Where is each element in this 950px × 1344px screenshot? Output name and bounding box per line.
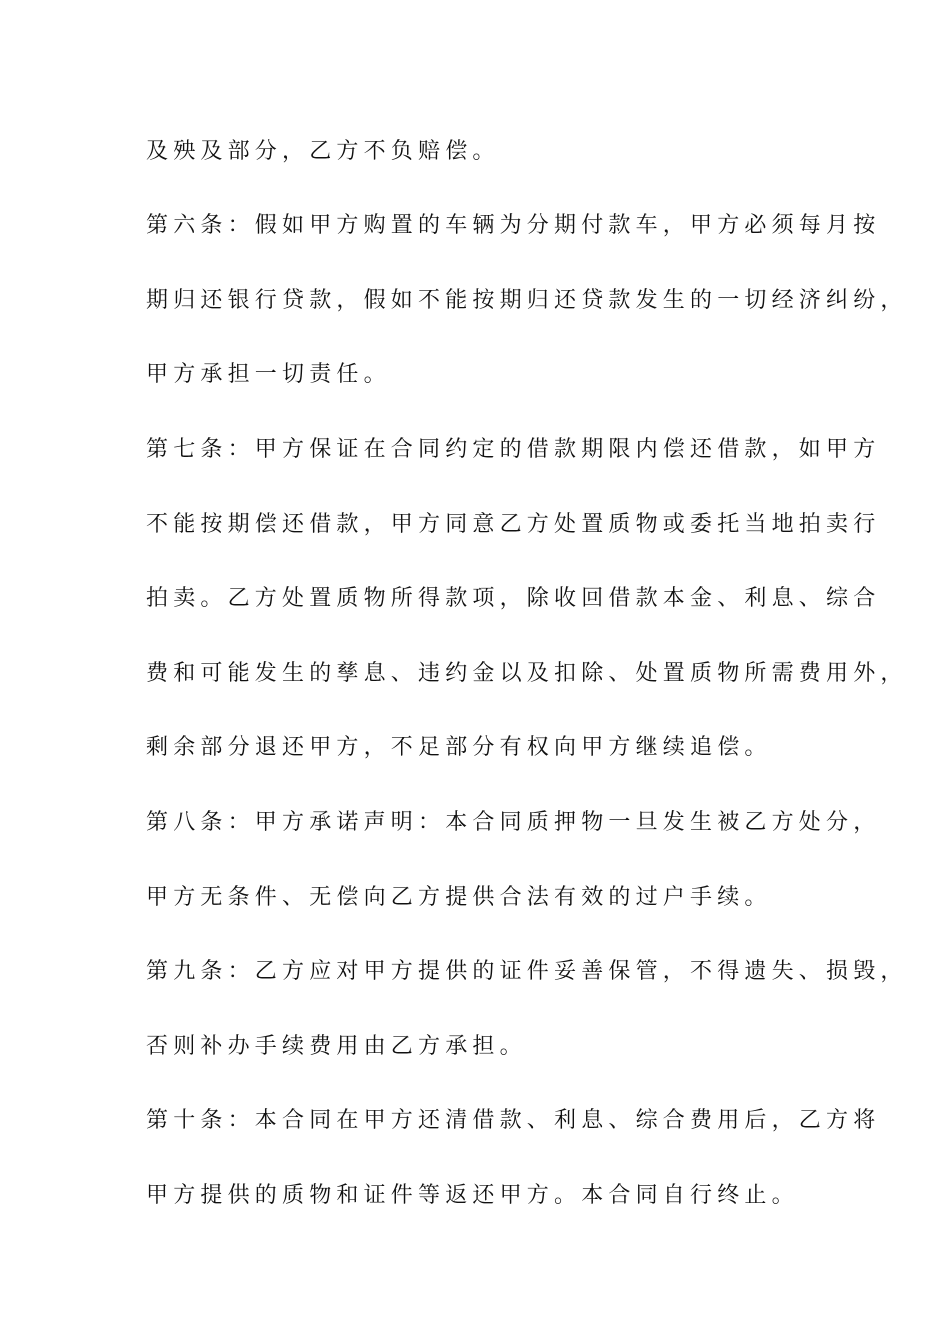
text-line: 第八条：甲方承诺声明：本合同质押物一旦发生被乙方处分， [146, 810, 881, 835]
text-line: 第九条：乙方应对甲方提供的证件妥善保管，不得遗失、损毁， [146, 959, 908, 984]
text-line: 费和可能发生的孳息、违约金以及扣除、处置质物所需费用外， [146, 661, 908, 686]
text-line: 期归还银行贷款，假如不能按期归还贷款发生的一切经济纠纷， [146, 288, 908, 313]
text-line: 不能按期偿还借款，甲方同意乙方处置质物或委托当地拍卖行 [146, 512, 881, 537]
text-line: 第十条：本合同在甲方还清借款、利息、综合费用后，乙方将 [146, 1108, 881, 1133]
text-line: 拍卖。乙方处置质物所得款项，除收回借款本金、利息、综合 [146, 586, 881, 611]
text-line: 及殃及部分，乙方不负赔偿。 [146, 139, 500, 164]
text-line: 第六条：假如甲方购置的车辆为分期付款车，甲方必须每月按 [146, 213, 881, 238]
text-line: 否则补办手续费用由乙方承担。 [146, 1034, 527, 1059]
text-line: 剩余部分退还甲方，不足部分有权向甲方继续追偿。 [146, 735, 772, 760]
text-line: 甲方无条件、无偿向乙方提供合法有效的过户手续。 [146, 885, 772, 910]
text-line: 甲方承担一切责任。 [146, 362, 391, 387]
text-line: 第七条：甲方保证在合同约定的借款期限内偿还借款，如甲方 [146, 437, 881, 462]
text-line: 甲方提供的质物和证件等返还甲方。本合同自行终止。 [146, 1183, 799, 1208]
